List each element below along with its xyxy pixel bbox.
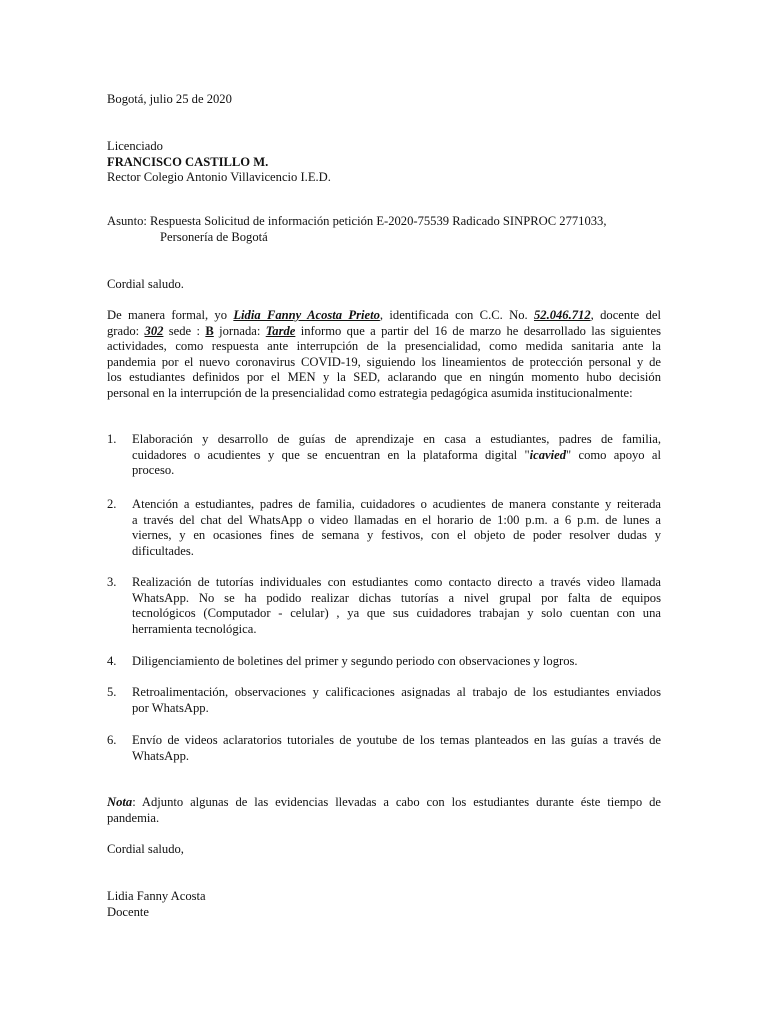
note-line-1: [107, 795, 661, 811]
date-text: Bogotá, julio 25 de 2020: [107, 92, 232, 106]
item-line: Realización de tutorías individuales con estudiantes como contacto directo a través video llamada: [132, 575, 661, 589]
list-number: 6.: [107, 733, 117, 747]
item-line: [132, 448, 661, 464]
item-line: WhatsApp. No se ha podido realizar dichas tutorías a nivel grupal por falta de equipos: [132, 590, 661, 605]
item-line: WhatsApp.: [132, 748, 190, 763]
list-item: [107, 432, 661, 479]
list-item: [107, 685, 661, 716]
body-line-1: [107, 308, 661, 324]
item-line: Retroalimentación, observaciones y calificaciones asignadas al trabajo de los estudiantes enviados: [132, 685, 661, 699]
note-label: Nota: [107, 795, 133, 809]
body-text: sede :: [163, 323, 206, 338]
note-block: [107, 795, 661, 826]
list-item: [107, 497, 661, 559]
body-paragraph: [107, 308, 661, 401]
list-number: 3.: [107, 575, 117, 589]
platform-name: icavied: [529, 447, 567, 462]
body-line-3: actividades, como respuesta ante interrupción de la presencialidad, como medida sanitaria ante la: [107, 339, 661, 353]
list-item: [107, 575, 661, 637]
body-text: informo que a partir del 16 de marzo he desarrollado las siguientes: [295, 323, 661, 338]
signature-name: Lidia Fanny Acosta: [107, 889, 206, 903]
signature-block: [107, 889, 661, 920]
greeting: [107, 277, 661, 293]
recipient-title: Licenciado: [107, 139, 163, 153]
item-line: tecnológicos (Computador - celular) , ya que sus cuidadores trabajan y solo cuentan con una: [132, 606, 661, 620]
item-line: viernes, y en ocasiones fines de semana y festivos, con el objeto de poder resolver dudas y: [132, 528, 661, 542]
body-line-4: pandemia por el nuevo coronavirus COVID-19, siguiendo los lineamientos de protección personal y de: [107, 354, 661, 369]
note-text: : Adjunto algunas de las evidencias llevadas a cabo con los estudiantes durante éste tiempo de: [132, 795, 661, 809]
list-item: [107, 733, 661, 764]
id-number: 52.046.712: [533, 308, 591, 322]
item-line: a través del chat del WhatsApp o video llamadas en el horario de 1:00 p.m. a 6 p.m. de lunes a: [132, 512, 661, 527]
signature-role: Docente: [107, 904, 149, 919]
list-number: 4.: [107, 654, 117, 668]
item-line: Diligenciamiento de boletines del primer y segundo periodo con observaciones y logros.: [132, 654, 578, 668]
item-line: por WhatsApp.: [132, 700, 209, 715]
list-number: 1.: [107, 432, 117, 446]
body-line-5: los estudiantes definidos por el MEN y la SED, aclarando que en ningún momento hubo decisión: [107, 370, 661, 384]
sede-value: B: [205, 323, 214, 338]
grade-value: 302: [144, 323, 164, 338]
list-number: 2.: [107, 497, 117, 511]
item-line: Elaboración y desarrollo de guías de aprendizaje en casa a estudiantes, padres de familia,: [132, 432, 661, 446]
item-line: herramienta tecnológica.: [132, 621, 257, 636]
subject-line-2: Personería de Bogotá: [160, 229, 268, 244]
body-line-6: personal en la interrupción de la presencialidad como estrategia pedagógica asumida institucionalmente:: [107, 385, 633, 400]
closing: [107, 842, 661, 858]
item-line: dificultades.: [132, 543, 194, 558]
list-item: [107, 654, 661, 670]
letter-date: [107, 92, 661, 108]
teacher-name: Lidia Fanny Acosta Prieto: [233, 308, 380, 322]
note-line-2: pandemia.: [107, 810, 160, 825]
subject-line-1: Asunto: Respuesta Solicitud de información petición E-2020-75539 Radicado SINPROC 2771033,: [107, 214, 607, 228]
item-text: cuidadores o acudientes y que se encuentran en la plataforma digital ": [132, 447, 530, 462]
body-text: jornada:: [213, 323, 266, 338]
body-text: De manera formal, yo: [107, 308, 234, 322]
body-text: grado:: [107, 323, 145, 338]
item-line: Atención a estudiantes, padres de familia, cuidadores o acudientes de manera constante y reiterada: [132, 497, 661, 511]
recipient-block: [107, 139, 661, 186]
item-line: proceso.: [132, 463, 175, 477]
jornada-value: Tarde: [265, 323, 296, 338]
item-line: Envío de videos aclaratorios tutoriales de youtube de los temas planteados en las guías a través de: [132, 733, 661, 747]
item-text: " como apoyo al: [566, 447, 661, 462]
recipient-role: Rector Colegio Antonio Villavicencio I.E.D.: [107, 170, 331, 184]
subject-block: [107, 214, 687, 245]
greeting-text: Cordial saludo.: [107, 277, 184, 291]
body-text: , identificada con C.C. No.: [379, 308, 534, 322]
body-text: , docente del: [590, 308, 661, 322]
recipient-name: FRANCISCO CASTILLO M.: [107, 154, 269, 169]
closing-text: Cordial saludo,: [107, 842, 184, 856]
list-number: 5.: [107, 685, 117, 699]
body-line-2: [107, 324, 661, 340]
